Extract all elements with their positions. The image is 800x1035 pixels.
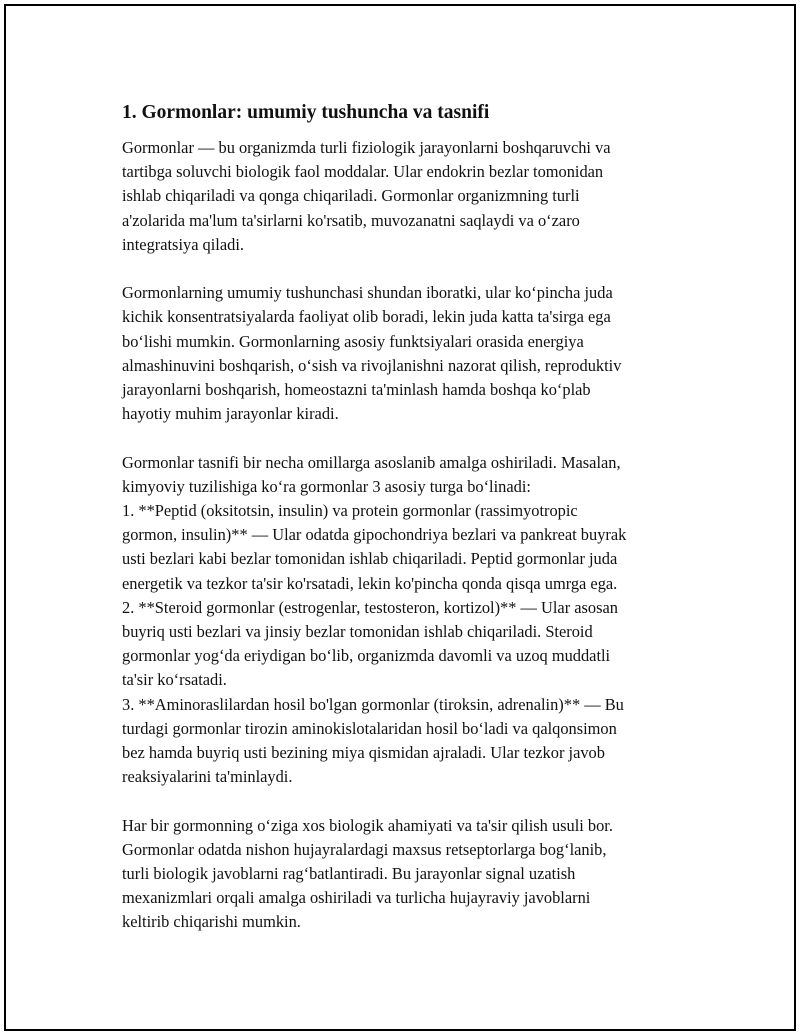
paragraph-general-concept: Gormonlarning umumiy tushunchasi shundan iboratki, ular ko‘pincha juda kichik konsentratsiyalarda faoliyat olib boradi, lekin juda katta ta'sirga ega bo‘lishi mumkin. Gormonlarning asosiy funktsiyalari orasida energiya almashinuvini boshqarish, o‘sish va rivojlanishni nazorat qilish, reproduktiv jarayonlarni boshqarish, homeostazni ta'minlash hamda boshqa ko‘plab hayotiy muhim jarayonlar kiradi. [122, 283, 622, 424]
paragraph-mechanism: Har bir gormonning o‘ziga xos biologik ahamiyati va ta'sir qilish usuli bor. Gormonlar odatda nishon hujayralardagi maxsus retseptorlarga bog‘lanib, turli biologik javoblarni rag‘batlantiradi. Bu jarayonlar signal uzatish mexanizmlari orqali amalga oshiriladi va turlicha hujayraviy javoblarni keltirib chiqarishi mumkin. [122, 815, 613, 932]
paragraph-classification: Gormonlar tasnifi bir necha omillarga asoslanib amalga oshiriladi. Masalan, kimyoviy tuzilishiga ko‘ra gormonlar 3 asosiy turga bo‘linadi: 1. **Peptid (oksitotsin, insulin) va protein gormonlar (rassimyotropic gormon, insulin)** — Ular odatda gipochondriya bezlari va pankreat buyrak usti bezlari kabi bezlar tomonidan ishlab chiqariladi. Peptid gormonlar juda energetik va tezkor ta'sir ko'rsatadi, lekin ko'pincha qonda qisqa umrga ega. 2. **Steroid gormonlar (estrogenlar, testosteron, kortizol)** — Ular asosan buyriq usti bezlari va jinsiy bezlar tomonidan ishlab chiqariladi. Steroid gormonlar yog‘da eriydigan bo‘lib, organizmda davomli va uzoq muddatli ta'sir ko‘rsatadi. 3. **Aminoraslilardan hosil bo'lgan gormonlar (tiroksin, adrenalin)** — Bu turdagi gormonlar tirozin aminokislotalaridan hosil bo‘ladi va qalqonsimon bez hamda buyriq usti bezining miya qismidan ajraladi. Ular tezkor javob reaksiyalarini ta'minlaydi. [122, 452, 627, 787]
section-heading: 1. Gormonlar: umumiy tushuncha va tasnifi [122, 102, 490, 123]
document-page [4, 4, 796, 1031]
document-body [122, 100, 694, 935]
paragraph-definition: Gormonlar — bu organizmda turli fiziologik jarayonlarni boshqaruvchi va tartibga soluvchi biologik faol moddalar. Ular endokrin bezlar tomonidan ishlab chiqariladi va qonga chiqariladi. Gormonlar organizmning turli a'zolarida ma'lum ta'sirlarni ko'rsatib, muvozanatni saqlaydi va o‘zaro integratsiya qiladi. [122, 138, 611, 254]
